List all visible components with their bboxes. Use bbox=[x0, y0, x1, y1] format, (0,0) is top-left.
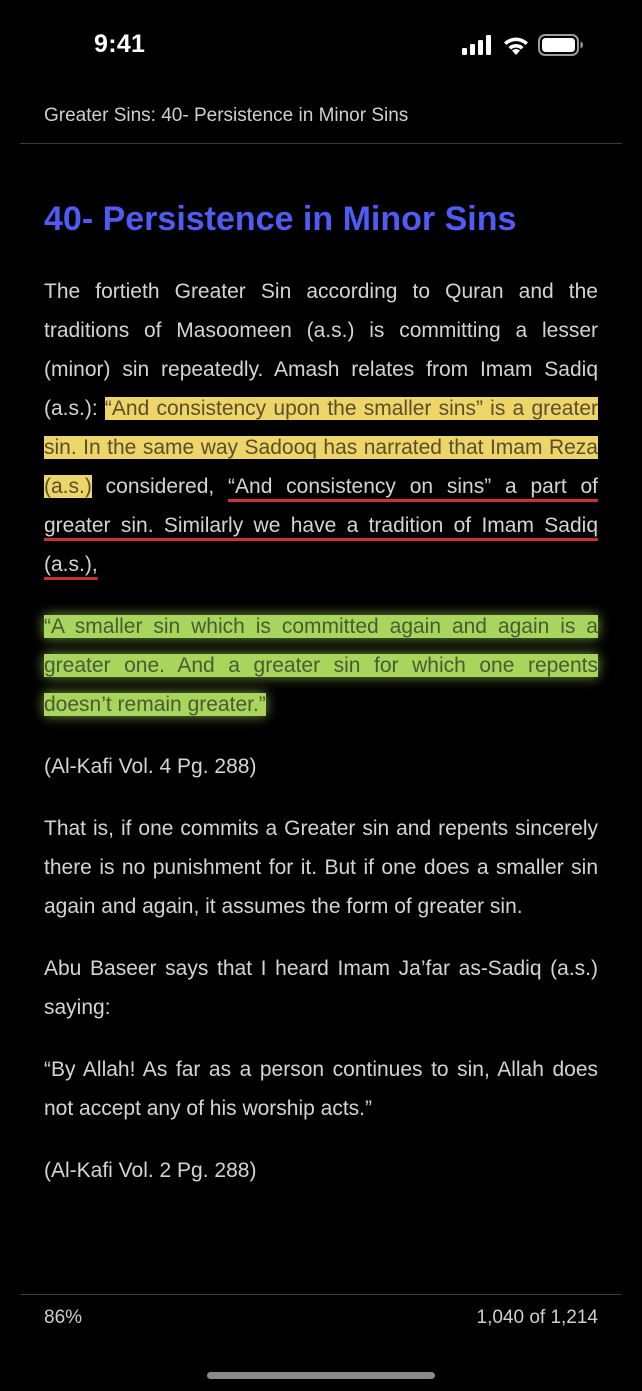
battery-icon bbox=[538, 34, 584, 61]
citation: (Al-Kafi Vol. 2 Pg. 288) bbox=[44, 1159, 257, 1182]
quote-paragraph: “By Allah! As far as a person continues to sin, Allah does not accept any of his worship acts.” bbox=[44, 1058, 598, 1120]
reading-progress-percent: 86% bbox=[44, 1307, 83, 1328]
home-indicator[interactable] bbox=[207, 1372, 435, 1379]
status-time: 9:41 bbox=[94, 30, 146, 58]
paragraph bbox=[44, 272, 598, 584]
reader-content[interactable] bbox=[44, 196, 598, 1213]
chapter-title[interactable]: Greater Sins: 40- Persistence in Minor Sins bbox=[44, 105, 409, 126]
yellow-highlight[interactable]: “And consistency upon the smaller sins” is a greater sin. In the same way Sadooq has narrated that Imam Reza (a.s.) bbox=[44, 397, 598, 498]
quote-paragraph bbox=[44, 607, 598, 724]
paragraph: Abu Baseer says that I heard Imam Ja’far as-Sadiq (a.s.) saying: bbox=[44, 957, 598, 1019]
green-highlight[interactable]: “A smaller sin which is committed again and again is a greater one. And a greater sin for which one repents doesn’t remain greater.” bbox=[44, 615, 598, 716]
cellular-signal-icon bbox=[462, 35, 494, 60]
status-bar bbox=[0, 0, 642, 94]
page-position: 1,040 of 1,214 bbox=[476, 1307, 598, 1328]
paragraph: That is, if one commits a Greater sin and repents sincerely there is no punishment for it. But if one does a smaller sin again and again, it assumes the form of greater sin. bbox=[44, 817, 598, 918]
red-underline-annotation[interactable]: “And consistency on sins” a part of greater sin. Similarly we have a tradition of Imam Sadiq (a.s.), bbox=[44, 475, 598, 576]
text-run: The fortieth Greater Sin according to Quran and the traditions of Masoomeen (a.s.) is committing a lesser (minor) sin repeatedly. Amash relates from Imam Sadiq (a.s.): bbox=[44, 280, 598, 420]
wifi-icon bbox=[502, 35, 530, 60]
header-divider bbox=[20, 143, 622, 144]
footer-divider bbox=[20, 1294, 622, 1295]
status-icons bbox=[462, 36, 584, 58]
citation: (Al-Kafi Vol. 4 Pg. 288) bbox=[44, 755, 257, 778]
text-run: considered, bbox=[91, 475, 229, 498]
page-title: 40- Persistence in Minor Sins bbox=[44, 200, 517, 238]
